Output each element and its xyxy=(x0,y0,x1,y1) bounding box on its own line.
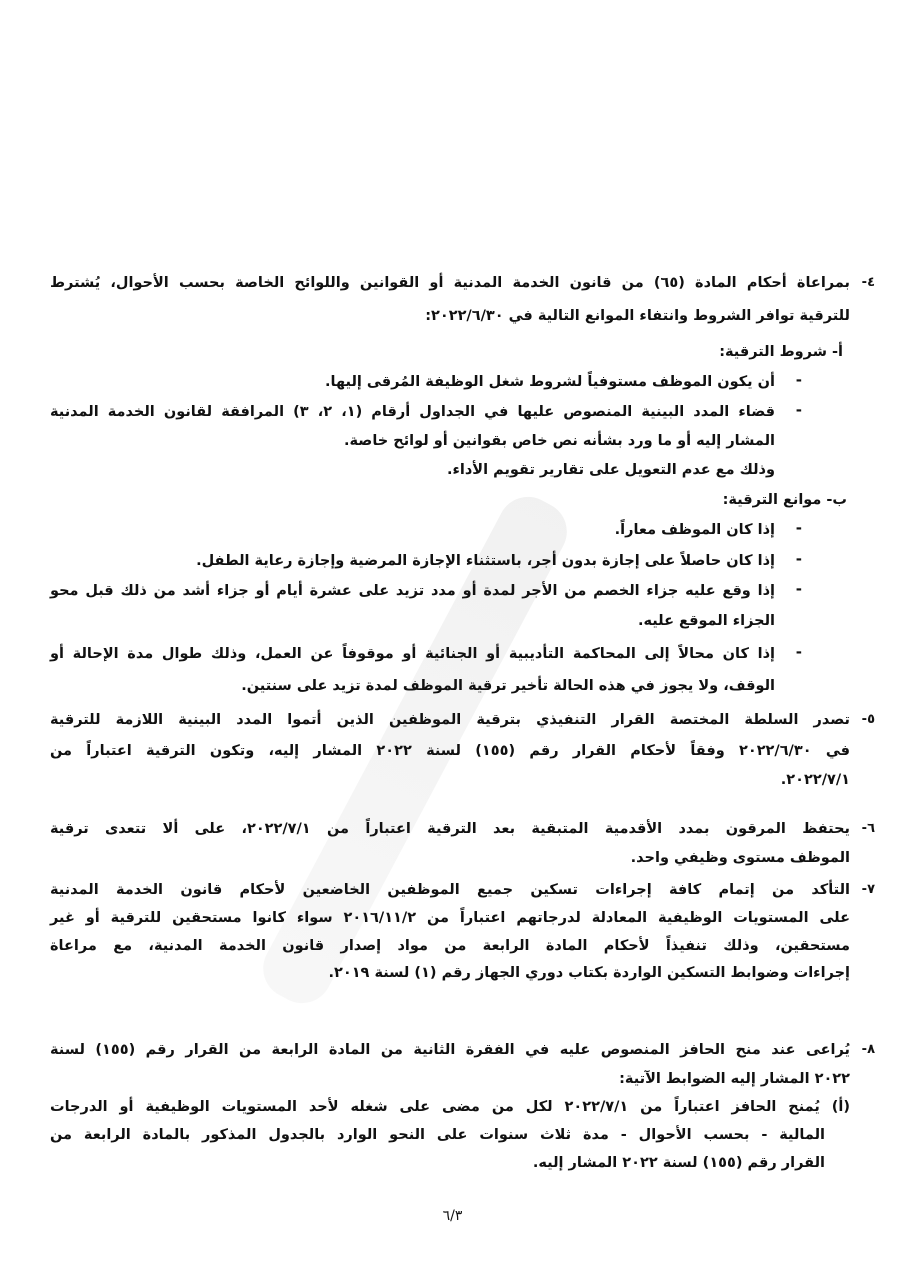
item-number: ٦- xyxy=(861,821,875,836)
text-line: إذا كان حاصلاً على إجازة بدون أجر، باستثناء الإجازة المرضية وإجازة رعاية الطفل. xyxy=(196,553,775,569)
text-line: في ٢٠٢٢/٦/٣٠ وفقاً لأحكام القرار رقم (١٥٥) لسنة ٢٠٢٢ المشار إليه، وتكون الترقية اعتباراً من xyxy=(50,743,850,759)
text-line: ٢٠٢٢ المشار إليه الضوابط الآتية: xyxy=(619,1071,850,1087)
item-number: ٨- xyxy=(861,1042,875,1057)
text-line: الجزاء الموقع عليه. xyxy=(637,613,775,629)
bullet-dash: - xyxy=(795,371,802,389)
text-line: أن يكون الموظف مستوفياً لشروط شغل الوظيفة المُرقى إليها. xyxy=(325,374,775,390)
text-line: وذلك مع عدم التعويل على تقارير تقويم الأداء. xyxy=(446,462,775,478)
bullet-dash: - xyxy=(795,401,802,419)
text-line: التأكد من إتمام كافة إجراءات تسكين جميع الموظفين الخاضعين لأحكام قانون الخدمة المدنية xyxy=(50,882,850,898)
text-line: إجراءات وضوابط التسكين الواردة بكتاب دوري الجهاز رقم (١) لسنة ٢٠١٩. xyxy=(328,965,850,981)
section-heading: أ- شروط الترقية: xyxy=(719,344,843,360)
bullet-dash: - xyxy=(795,519,802,537)
page-number: ٦/٣ xyxy=(442,1208,463,1224)
item-number: ٤- xyxy=(861,275,875,290)
text-line: يُراعى عند منح الحافز المنصوص عليه في الفقرة الثانية من المادة الرابعة من القرار رقم (١٥٥) لسنة xyxy=(50,1042,850,1058)
text-line: إذا وقع عليه جزاء الخصم من الأجر لمدة أو مدد تزيد على عشرة أيام أو جزاء أشد من ذلك قبل محو xyxy=(50,583,775,599)
text-line: إذا كان الموظف معاراً. xyxy=(614,522,775,538)
text-line: مستحقين، وذلك تنفيذاً لأحكام المادة الرابعة من مواد إصدار قانون الخدمة المدنية، مع مراعاة xyxy=(50,938,850,954)
item-number: ٥- xyxy=(861,712,875,727)
text-line: (أ) يُمنح الحافز اعتباراً من ٢٠٢٢/٧/١ لكل من مضى على شغله لأحد المستويات الوظيفية أو الدرجات xyxy=(50,1099,850,1115)
text-line: إذا كان محالاً إلى المحاكمة التأديبية أو الجنائية أو موقوفاً عن العمل، وذلك طوال مدة الإحالة أو xyxy=(50,646,775,662)
text-line: المشار إليه أو ما ورد بشأنه نص خاص بقوانين أو لوائح خاصة. xyxy=(344,433,775,449)
bullet-dash: - xyxy=(795,643,802,661)
text-line: قضاء المدد البينية المنصوص عليها في الجداول أرقام (١، ٢، ٣) المرافقة لقانون الخدمة المدنية xyxy=(50,404,775,420)
text-line: ٢٠٢٢/٧/١. xyxy=(780,772,850,788)
text-line: القرار رقم (١٥٥) لسنة ٢٠٢٢ المشار إليه. xyxy=(532,1155,825,1171)
bullet-dash: - xyxy=(795,580,802,598)
text-line: الموظف مستوى وظيفي واحد. xyxy=(630,850,850,866)
text-line: بمراعاة أحكام المادة (٦٥) من قانون الخدمة المدنية أو القوانين واللوائح الخاصة بحسب الأحوال، يُشترط xyxy=(50,275,850,291)
section-heading: ب- موانع الترقية: xyxy=(722,492,847,508)
text-line: على المستويات الوظيفية المعادلة لدرجاتهم اعتباراً من ٢٠١٦/١١/٢ سواء كانوا مستحقين للترقية أو غير xyxy=(50,910,850,926)
text-line: يحتفظ المرقون بمدد الأقدمية المتبقية بعد الترقية اعتباراً من ٢٠٢٢/٧/١، على ألا تتعدى ترقية xyxy=(50,821,850,837)
text-line: للترقية توافر الشروط وانتفاء الموانع التالية في ٢٠٢٢/٦/٣٠: xyxy=(425,308,850,324)
text-line: الوقف، ولا يجوز في هذه الحالة تأخير ترقية الموظف لمدة تزيد على سنتين. xyxy=(241,678,775,694)
item-number: ٧- xyxy=(861,882,875,897)
text-line: تصدر السلطة المختصة القرار التنفيذي بترقية الموظفين الذين أتموا المدد البينية اللازمة للترقية xyxy=(50,712,850,728)
bullet-dash: - xyxy=(795,550,802,568)
text-line: المالية - بحسب الأحوال - مدة ثلاث سنوات على النحو الوارد بالجدول المذكور بالمادة الرابعة من xyxy=(50,1127,825,1143)
